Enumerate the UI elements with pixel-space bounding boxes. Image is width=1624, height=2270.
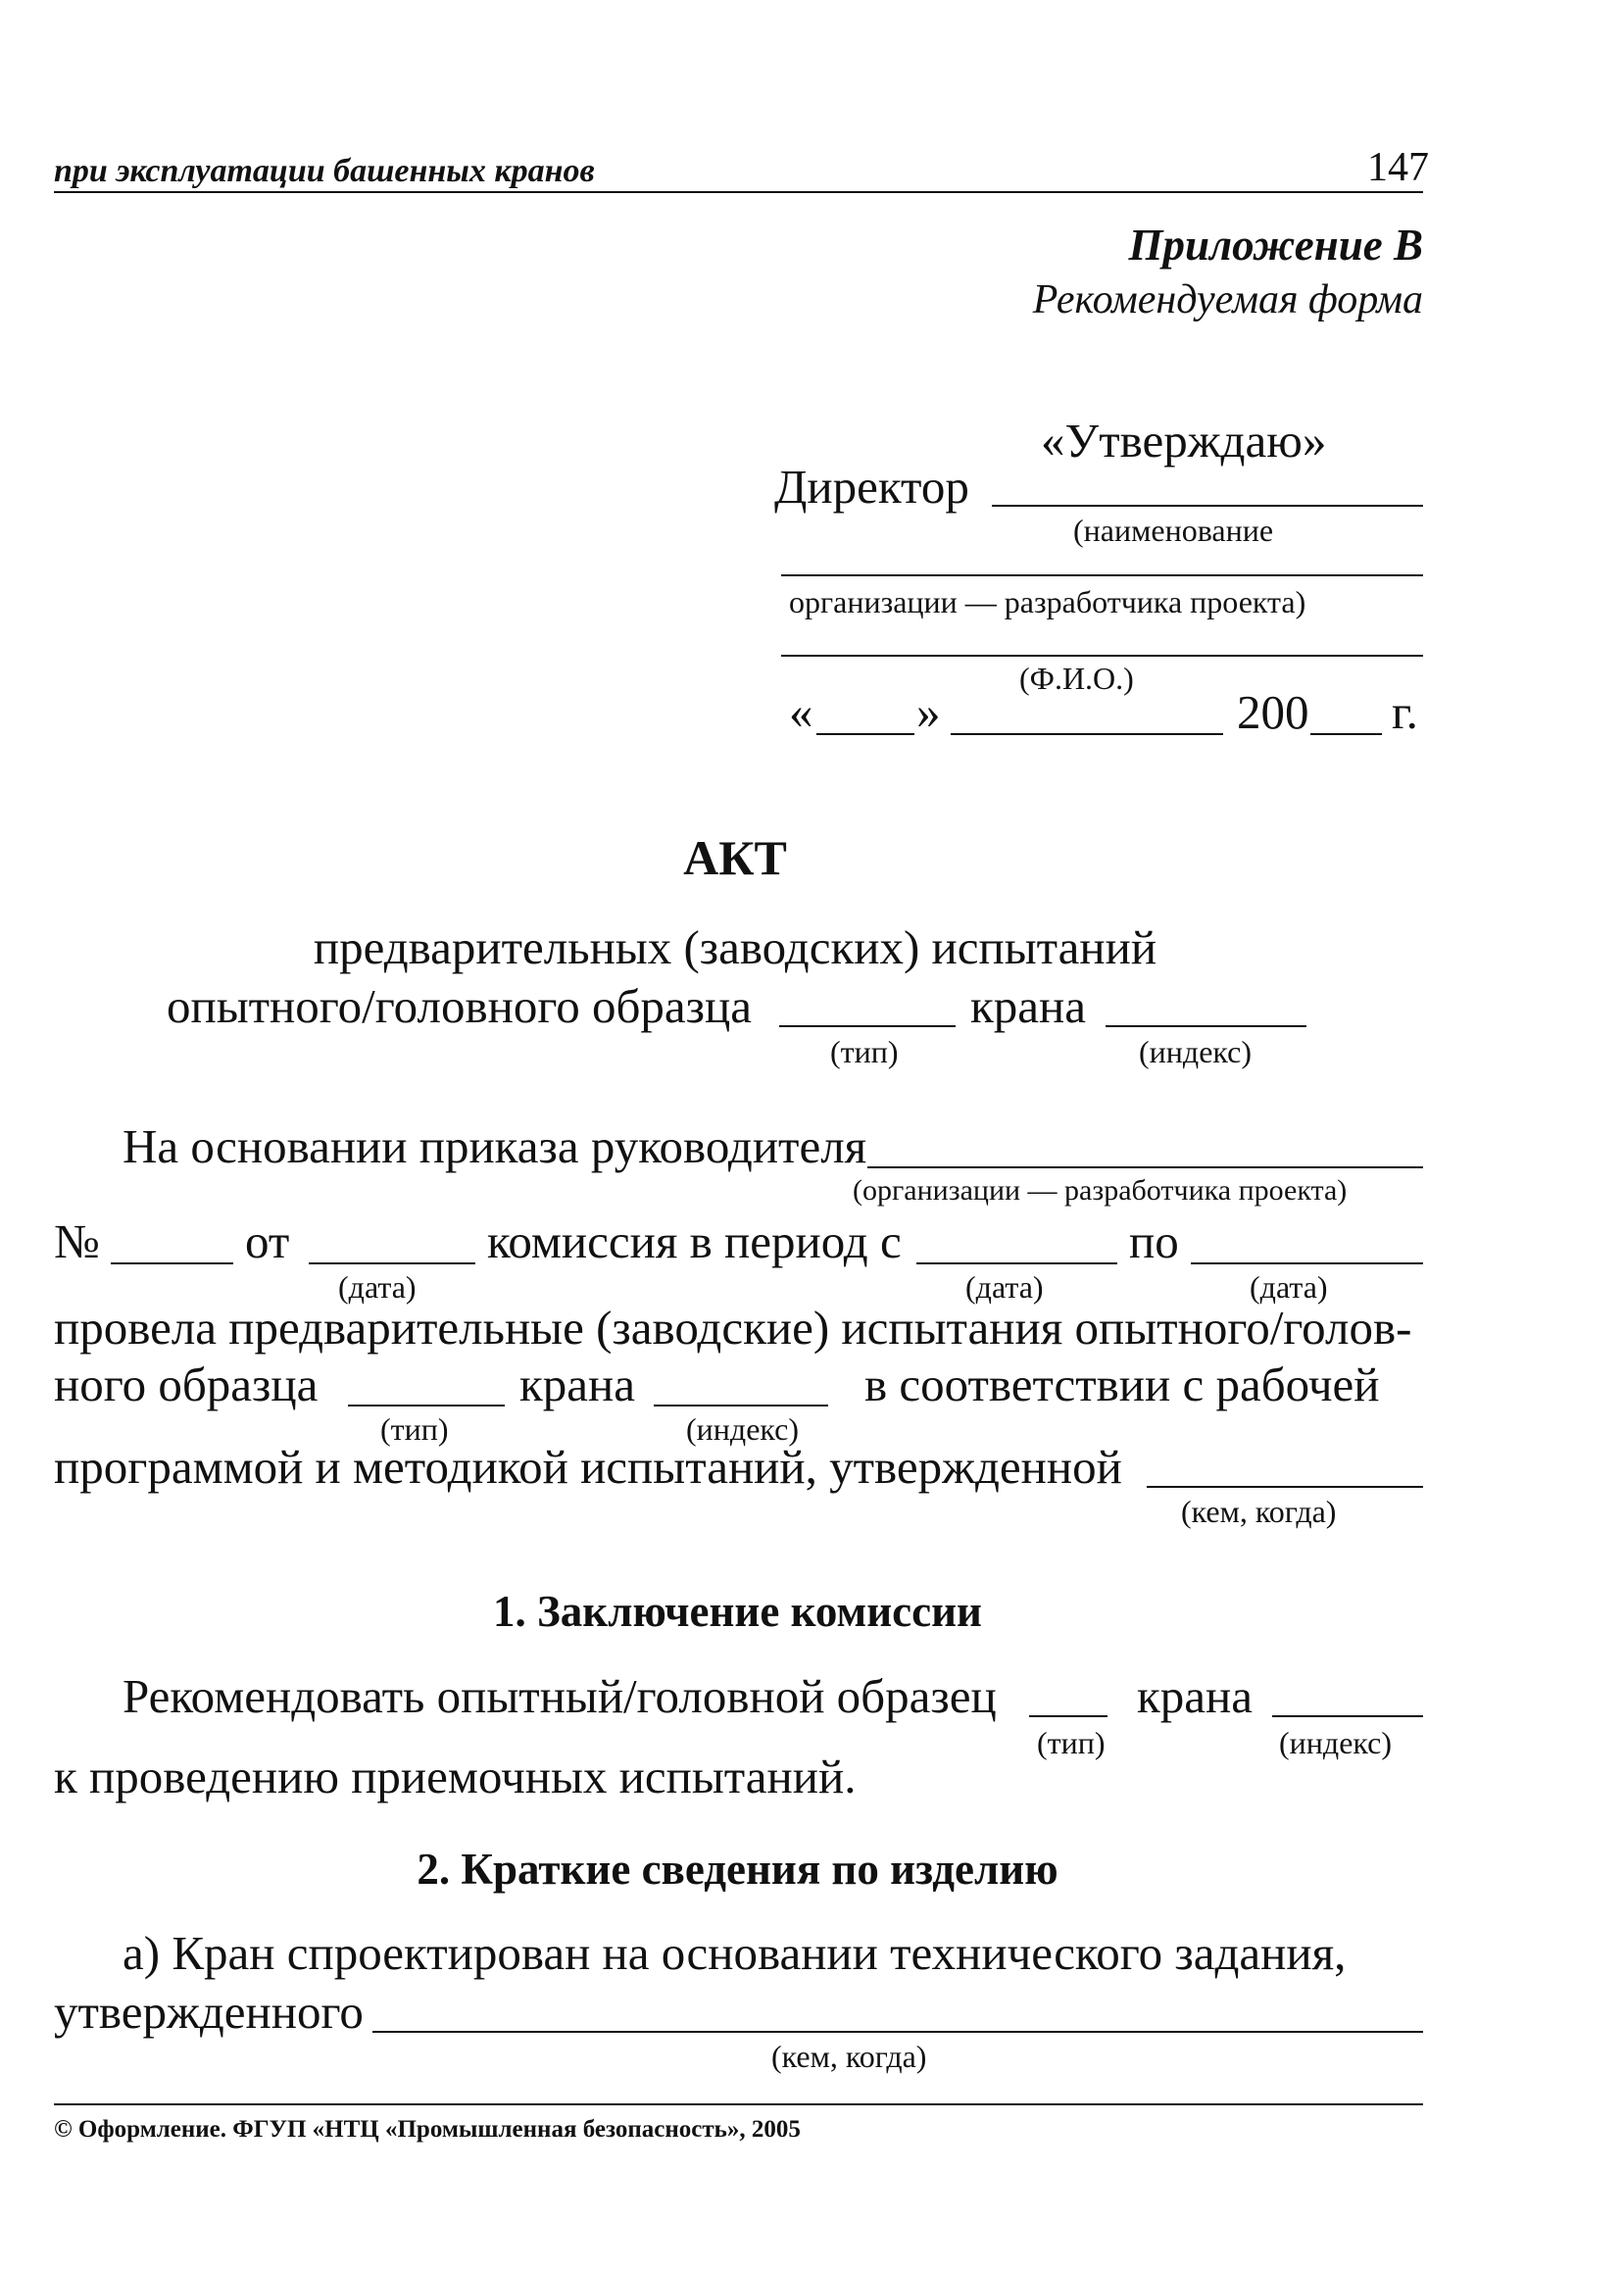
- body-index-hint: (индекс): [686, 1411, 799, 1447]
- act-crane-label: крана: [970, 979, 1087, 1033]
- tech-spec-approved-line: [372, 2031, 1423, 2033]
- order-line: На основании приказа руководителя: [123, 1119, 867, 1173]
- director-name-line: [992, 505, 1423, 507]
- approved-by-hint: (кем, когда): [1181, 1494, 1337, 1529]
- year-suffix: г.: [1392, 685, 1418, 739]
- naming-hint: (наименование: [1073, 513, 1274, 548]
- section1-type-hint: (тип): [1037, 1725, 1106, 1760]
- organization-hint: организации — разработчика проекта): [789, 584, 1306, 619]
- section2-title: 2. Краткие сведения по изделию: [417, 1845, 1058, 1894]
- date-hint-1: (дата): [338, 1269, 417, 1305]
- body-line-4b: крана: [519, 1357, 636, 1411]
- organization-line: [781, 574, 1423, 576]
- header-rule: [54, 191, 1423, 193]
- act-index-hint: (индекс): [1139, 1034, 1252, 1069]
- section1-title: 1. Заключение комиссии: [493, 1587, 982, 1636]
- fio-line: [781, 655, 1423, 657]
- page-number: 147: [1367, 145, 1429, 190]
- section2-line-1: а) Кран спроектирован на основании технического задания,: [123, 1926, 1347, 1980]
- director-label: Директор: [774, 460, 969, 514]
- number-sign: №: [54, 1214, 100, 1268]
- to-label: по: [1129, 1214, 1179, 1268]
- commission-label: комиссия в период с: [487, 1214, 902, 1268]
- day-line: [816, 733, 914, 735]
- date-quote-close: »: [916, 685, 941, 739]
- date-hint-3: (дата): [1250, 1269, 1328, 1305]
- section2-line-2: утвержденного: [54, 1985, 364, 2039]
- section1-index-hint: (индекс): [1279, 1725, 1392, 1760]
- act-type-hint: (тип): [830, 1034, 899, 1069]
- period-start-line: [916, 1262, 1117, 1264]
- year-line: [1310, 733, 1382, 735]
- footer-copyright: © Оформление. ФГУП «НТЦ «Промышленная безопасность», 2005: [54, 2116, 801, 2143]
- section1-type-line: [1029, 1715, 1107, 1717]
- body-line-3: провела предварительные (заводские) испытания опытного/голов-: [54, 1301, 1412, 1355]
- order-number-line: [111, 1262, 233, 1264]
- body-type-line: [348, 1405, 505, 1406]
- body-type-hint: (тип): [380, 1411, 449, 1447]
- appendix-subtitle: Рекомендуемая форма: [1032, 277, 1423, 322]
- section1-line-2: к проведению приемочных испытаний.: [54, 1750, 857, 1803]
- fio-hint: (Ф.И.О.): [1019, 661, 1134, 696]
- act-subtitle-1: предварительных (заводских) испытаний: [313, 920, 1157, 974]
- order-date-line: [309, 1262, 475, 1264]
- order-head-hint: (организации — разработчика проекта): [853, 1174, 1348, 1207]
- act-subtitle-2: опытного/головного образца: [167, 979, 752, 1033]
- section1-crane-label: крана: [1137, 1669, 1254, 1723]
- section1-line-1: Рекомендовать опытный/головной образец: [123, 1669, 997, 1723]
- appendix-title: Приложение В: [1128, 221, 1423, 270]
- approve-label: «Утверждаю»: [1041, 414, 1327, 468]
- month-line: [951, 733, 1223, 735]
- body-line-4a: ного образца: [54, 1357, 319, 1411]
- body-line-5: программой и методикой испытаний, утвержденной: [54, 1440, 1122, 1494]
- act-index-line: [1106, 1025, 1306, 1027]
- act-title: АКТ: [683, 830, 787, 885]
- tech-spec-hint: (кем, когда): [771, 2039, 927, 2074]
- section1-index-line: [1272, 1715, 1423, 1717]
- year-prefix: 200: [1237, 685, 1309, 739]
- from-label: от: [245, 1214, 290, 1268]
- act-type-line: [779, 1025, 956, 1027]
- body-line-4c: в соответствии с рабочей: [864, 1357, 1380, 1411]
- approved-by-line: [1147, 1486, 1423, 1488]
- order-head-line: [867, 1166, 1423, 1168]
- period-end-line: [1191, 1262, 1423, 1264]
- footer-rule: [54, 2103, 1423, 2105]
- running-title: при эксплуатации башенных кранов: [54, 153, 595, 189]
- body-index-line: [654, 1405, 828, 1406]
- date-hint-2: (дата): [965, 1269, 1044, 1305]
- date-quote-open: «: [789, 685, 813, 739]
